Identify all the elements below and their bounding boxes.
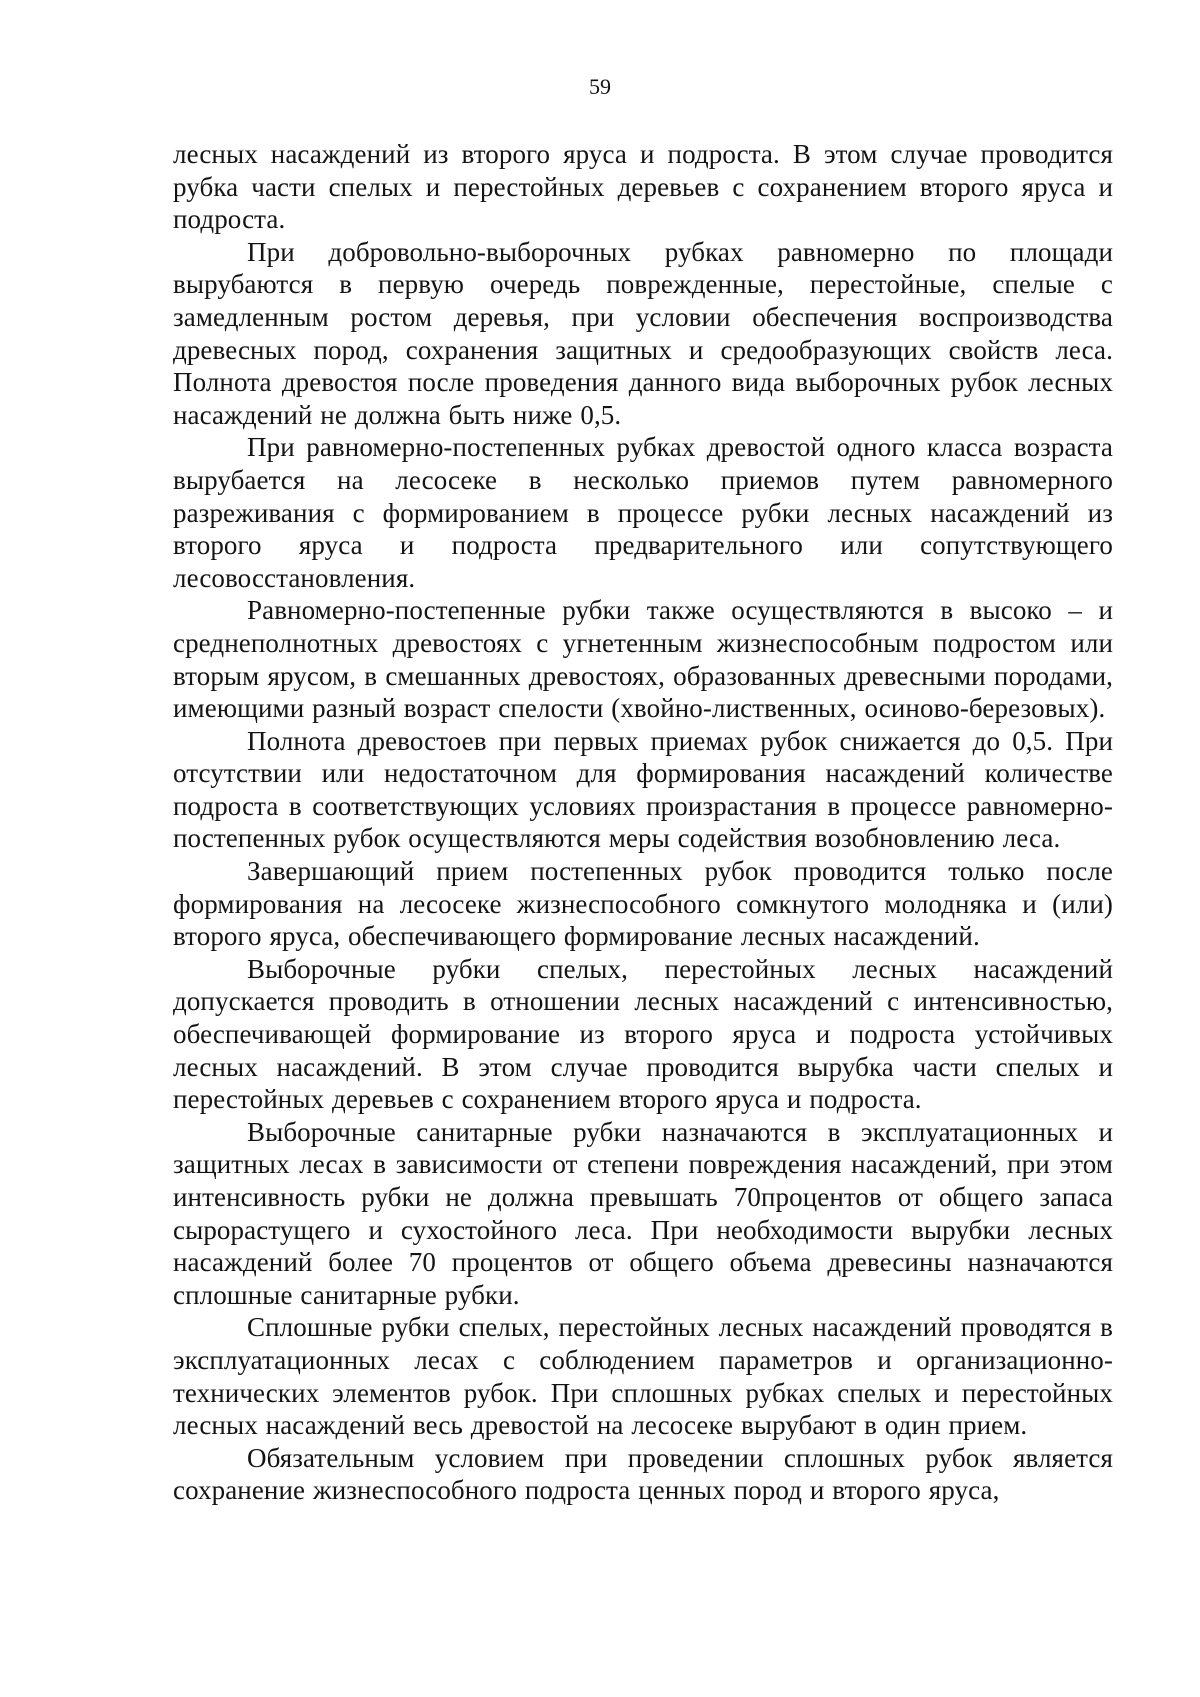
- page-number: 59: [589, 74, 611, 99]
- paragraph: Завершающий прием постепенных рубок проводится только после формирования на лесосеке жизнеспособного сомкнутого молодняка и (или) второго яруса, обеспечивающего формирование лесных насаждений.: [173, 856, 1113, 952]
- paragraph: Обязательным условием при проведении сплошных рубок является сохранение жизнеспособного подроста ценных пород и второго яруса,: [173, 1442, 1113, 1506]
- paragraph: Выборочные санитарные рубки назначаются в эксплуатационных и защитных лесах в зависимости от степени повреждения насаждений, при этом интенсивность рубки не должна превышать 70процентов от общего запаса сырорастущего и сухостойного леса. При необходимости вырубки лесных насаждений более 70 процентов от общего объема древесины назначаются сплошные санитарные рубки.: [173, 1116, 1113, 1310]
- paragraph: При добровольно-выборочных рубках равномерно по площади вырубаются в первую очередь поврежденные, перестойные, спелые с замедленным ростом деревья, при условии обеспечения воспроизводства древесных пород, сохранения защитных и средообразующих свойств леса. Полнота древостоя после проведения данного вида выборочных рубок лесных насаждений не должна быть ниже 0,5.: [173, 236, 1113, 430]
- paragraph-continued: лесных насаждений из второго яруса и подроста. В этом случае проводится рубка части спелых и перестойных деревьев с сохранением второго яруса и подроста.: [173, 139, 1113, 235]
- paragraph: Сплошные рубки спелых, перестойных лесных насаждений проводятся в эксплуатационных лесах с соблюдением параметров и организационно-технических элементов рубок. При сплошных рубках спелых и перестойных лесных насаждений весь древостой на лесосеке вырубают в один прием.: [173, 1312, 1113, 1441]
- paragraph: При равномерно-постепенных рубках древостой одного класса возраста вырубается на лесосеке в несколько приемов путем равномерного разреживания с формированием в процессе рубки лесных насаждений из второго яруса и подроста предварительного или сопутствующего лесовосстановления.: [173, 432, 1113, 593]
- body-text: [173, 138, 1113, 1507]
- paragraph: Полнота древостоев при первых приемах рубок снижается до 0,5. При отсутствии или недостаточном для формирования насаждений количестве подроста в соответствующих условиях произрастания в процессе равномерно-постепенных рубок осуществляются меры содействия возобновлению леса.: [173, 725, 1113, 854]
- paragraph: Выборочные рубки спелых, перестойных лесных насаждений допускается проводить в отношении лесных насаждений с интенсивностью, обеспечивающей формирование из второго яруса и подроста устойчивых лесных насаждений. В этом случае проводится вырубка части спелых и перестойных деревьев с сохранением второго яруса и подроста.: [173, 953, 1113, 1115]
- paragraph: Равномерно-постепенные рубки также осуществляются в высоко – и среднеполнотных древостоях с угнетенным жизнеспособным подростом или вторым ярусом, в смешанных древостоях, образованных древесными породами, имеющими разный возраст спелости (хвойно-лиственных, осиново-березовых).: [173, 595, 1113, 724]
